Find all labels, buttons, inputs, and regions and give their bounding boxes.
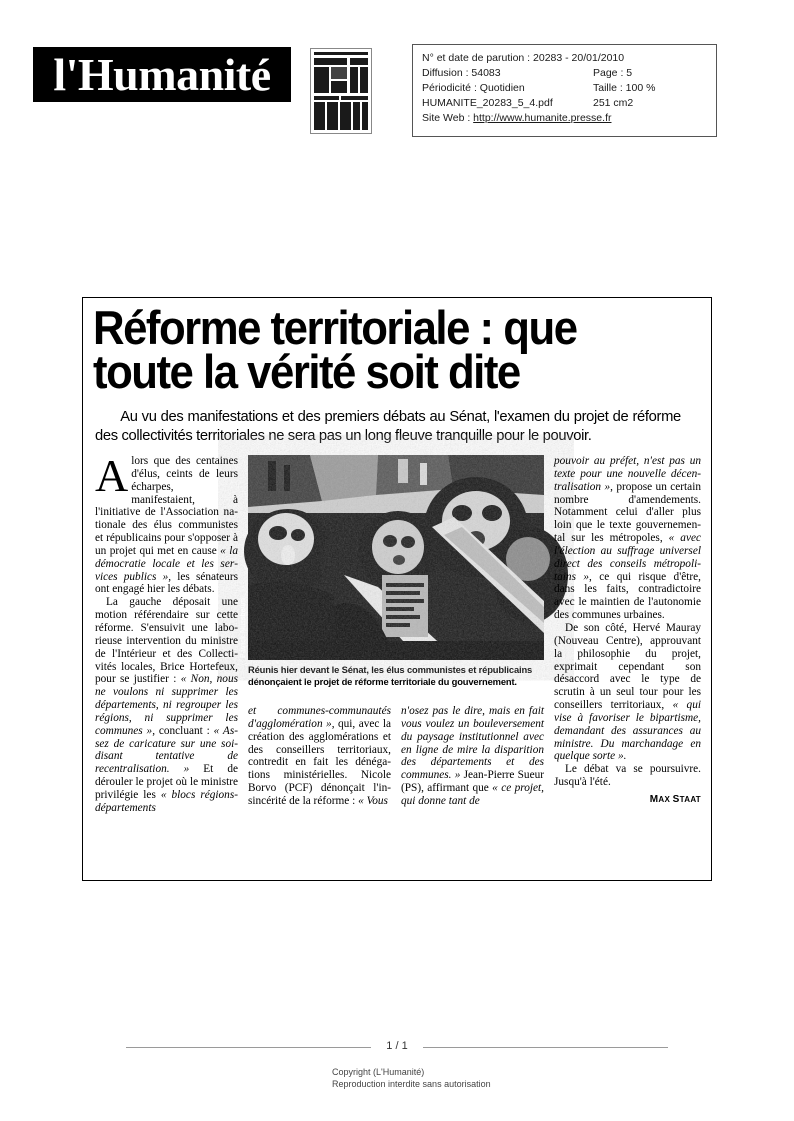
photo-credit: Patrick Nussbaum — [240, 598, 247, 658]
column-4-paragraph-1 — [554, 455, 701, 622]
c4a: , propose un certain nombre d'amendements. Notamment celui d'aller plus loin que le texte gouvernemental sur les métropoles, — [554, 480, 701, 545]
c1p1b: , les sénateurs ont engagé hier les débats. — [95, 570, 238, 596]
c1p2c: Et de dérouler le projet où le ministre privilégie les — [95, 763, 238, 801]
article-byline — [554, 794, 701, 807]
info-periodicity-row — [413, 81, 716, 96]
article-headline — [93, 301, 658, 398]
page-counter-row — [126, 1040, 668, 1054]
info-diffusion-row — [413, 66, 716, 81]
info-website-row — [413, 111, 716, 126]
document-footer — [0, 1040, 794, 1090]
copyright-block — [0, 1066, 794, 1090]
info-page: Page : 5 — [593, 67, 633, 79]
article-clipping — [82, 297, 712, 881]
info-periodicity: Périodicité : Quotidien — [422, 82, 525, 94]
c2i2: « Vous — [358, 794, 388, 807]
info-size: Taille : 100 % — [593, 82, 656, 94]
byline-taat: TAAT — [679, 794, 701, 804]
c4p2a: De son côté, Hervé Mauray (Nouveau Centre), approuvant la philosophie du projet, exprimait cependant son désaccord avec le type de scrutin à un seul tour pour les conseillers territoriaux, — [554, 621, 701, 712]
column-3-paragraph — [401, 705, 544, 808]
drop-cap: A — [95, 450, 129, 501]
publication-info-box — [412, 44, 717, 137]
photo-caption: Réunis hier devant le Sénat, les élus communistes et républicains dénonçaient le projet de réforme territoriale du gouvernement. — [248, 664, 533, 687]
c1p2i1: « Non, nous ne voulons ni supprimer les départements, ni regrouper les régions, ni supprimer les communes » — [95, 673, 238, 737]
c2i1: et communes-communautés d'agglomération » — [248, 705, 391, 730]
byline-s: S — [672, 793, 680, 805]
reproduction-line: Reproduction interdite sans autorisation — [332, 1079, 491, 1089]
humanite-masthead-logo: l'Humanité — [33, 47, 291, 102]
c1p2i3: « blocs régions-départements — [95, 788, 238, 814]
c4i2: « avec l'élection au suffrage universel direct des conseils métropolitains » — [554, 532, 701, 583]
c3i2: « ce projet, qui donne tant de — [401, 782, 544, 807]
info-diffusion: Diffusion : 54083 — [422, 67, 501, 79]
column-2-paragraph — [248, 705, 391, 808]
website-link[interactable]: http://www.humanite.presse.fr — [473, 112, 612, 124]
article-column-1 — [95, 450, 239, 815]
c2a: , qui, avec la création des agglomérations et des conseillers territoriaux, contredit en fait les dénégations ministérielles. Nicole Borvo (PCF) dénonçait l'insincérité de la réforme : — [248, 717, 392, 807]
c4p2i: « qui vise à favoriser le bipartisme, demandant des assurances au ministre. Du marchandage en quelque sorte ». — [554, 699, 701, 763]
page-thumbnail-image — [310, 48, 372, 134]
c1p2a: La gauche déposait une motion référendaire sur cette réforme. S'ensuivit une laborieuse intervention du ministre de l'Intérieur et des Collectivités locales, Brice Hortefeux, pour se justifier : — [95, 596, 238, 686]
c4b: , ce qui risque d'être, dans les faits, contradictoire avec le maintien de l'autonomie des communes urbaines. — [554, 570, 701, 622]
article-column-2 — [248, 705, 391, 808]
c1p1a: lors que des centaines d'élus, ceints de leurs écharpes, manifestaient, à l'initiative de l'Association nationale des élus communistes et républicains pour s'opposer à un projet qui met en cause — [95, 455, 238, 557]
article-standfirst: Au vu des manifestations et des premiers débats au Sénat, l'examen du projet de réforme des collectivités territoriales ne sera pas un long fleuve tranquille pour le pouvoir. — [95, 408, 681, 444]
page-counter: 1 / 1 — [386, 1040, 408, 1052]
column-4-paragraph-2 — [554, 622, 701, 763]
info-file-row — [413, 96, 716, 111]
c1p2b: , concluant : — [152, 724, 214, 737]
info-issue-date: N° et date de parution : 20283 - 20/01/2010 — [422, 52, 625, 64]
copyright-line: Copyright (L'Humanité) — [332, 1067, 425, 1077]
article-column-3 — [401, 705, 544, 808]
c1p2i2: « Assez de caricature sur une soi-disant tentative de recentralisation. » — [95, 724, 238, 776]
c3i1: n'osez pas le dire, mais en fait vous voulez un bouleversement du paysage institutionnel avec en ligne de mire la disparition des départements et des communes. » — [401, 705, 544, 782]
document-header — [0, 0, 794, 150]
byline-m: M — [649, 793, 659, 805]
column-1-paragraph-2 — [95, 596, 238, 814]
c1p1i: « la démocratie locale et les services publics » — [95, 544, 239, 583]
demonstration-photo — [240, 455, 544, 660]
c3a: Jean-Pierre Sueur (PS), affirmant que — [401, 769, 544, 795]
info-website-label: Site Web : — [422, 112, 474, 124]
byline-ax: AX — [658, 794, 673, 804]
info-filename: HUMANITE_20283_5_4.pdf — [422, 97, 553, 109]
c4i1: pouvoir au préfet, n'est pas un texte pour une nouvelle décentralisation » — [554, 455, 701, 493]
info-area: 251 cm2 — [593, 97, 634, 109]
photo-artwork — [248, 455, 544, 660]
column-4-paragraph-3: Le débat va se poursuivre. Jusqu'à l'été. — [554, 763, 701, 789]
column-1-paragraph-1 — [95, 450, 239, 596]
photo-block — [240, 455, 544, 687]
article-column-4 — [554, 455, 701, 807]
headline-line-1: Réforme territoriale : que — [93, 301, 577, 354]
headline-line-2: toute la vérité soit dite — [93, 345, 520, 398]
article-body — [95, 450, 701, 850]
